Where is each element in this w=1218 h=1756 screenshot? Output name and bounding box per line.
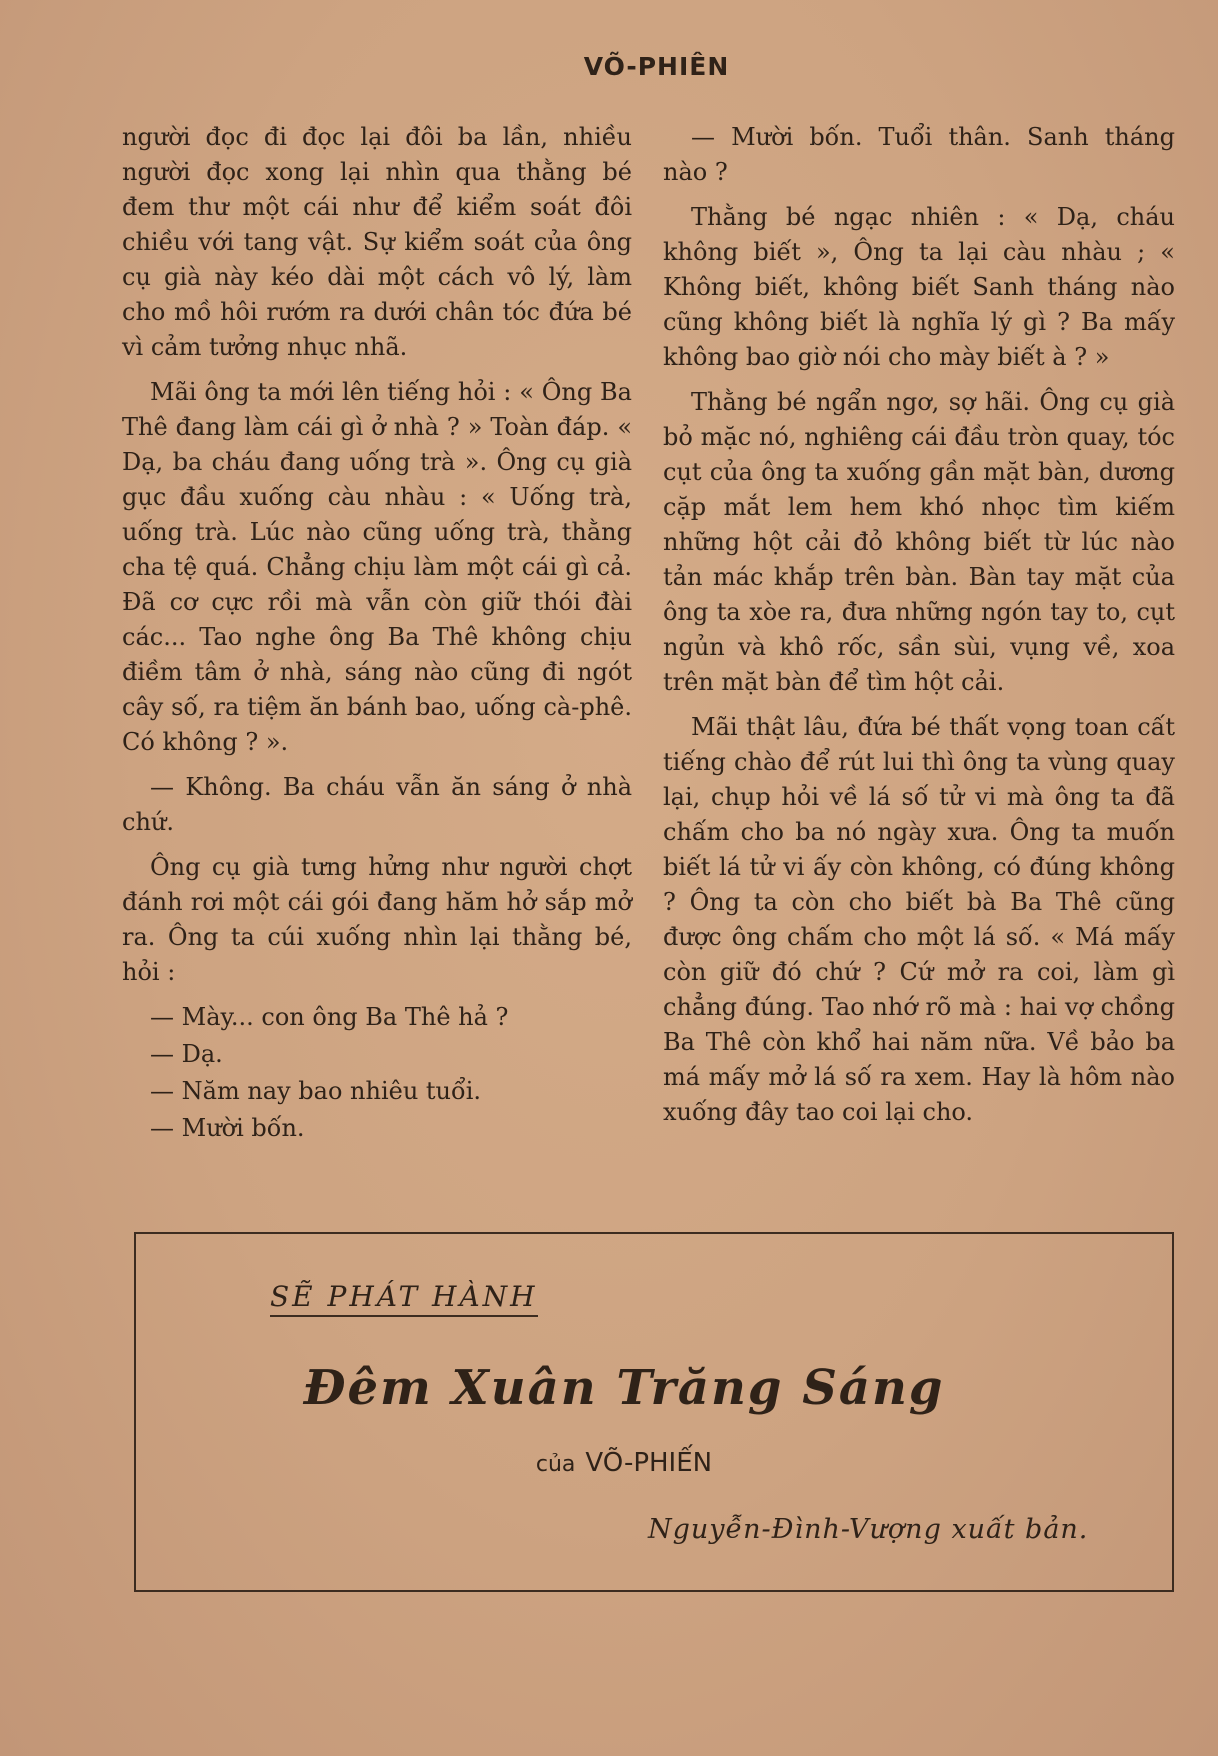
book-title: Đêm Xuân Trăng Sáng — [303, 1360, 945, 1416]
running-header-author: VÕ-PHIÊN — [583, 52, 730, 81]
dialogue-line: — Không. Ba cháu vẫn ăn sáng ở nhà chứ. — [122, 773, 632, 836]
right-text-column — [663, 120, 1175, 1140]
paragraph: người đọc đi đọc lại đôi ba lần, nhiều người đọc xong lại nhìn qua thằng bé đem thư một cái như để kiểm soát đôi chiều với tang vật. Sự kiểm soát của ông cụ già này kéo dài một cách vô lý, làm cho mồ hôi rướm ra dưới chân tóc đứa bé vì cảm tưởng nhục nhã. — [122, 123, 632, 361]
dialogue-line: — Mười bốn. Tuổi thân. Sanh tháng nào ? — [663, 123, 1175, 186]
publisher-line: Nguyễn-Đình-Vượng xuất bản. — [648, 1514, 1089, 1545]
announcement-label: SẼ PHÁT HÀNH — [270, 1280, 538, 1317]
paragraph: Mãi ông ta mới lên tiếng hỏi : « Ông Ba Thê đang làm cái gì ở nhà ? » Toàn đáp. « Dạ, ba cháu đang uống trà ». Ông cụ già gục đầu xuống càu nhàu : « Uống trà, uống trà. Lúc nào cũng uống trà, thằng cha tệ quá. Chẳng chịu làm một cái gì cả. Đã cơ cực rồi mà vẫn còn giữ thói đài các... Tao nghe ông Ba Thê không chịu điềm tâm ở nhà, sáng nào cũng đi ngót cây số, ra tiệm ăn bánh bao, uống cà-phê. Có không ? ». — [122, 378, 632, 756]
paragraph: Ông cụ già tưng hửng như người chợt đánh rơi một cái gói đang hăm hở sắp mở ra. Ông ta cúi xuống nhìn lại thằng bé, hỏi : — [122, 853, 632, 986]
book-author-line — [0, 1448, 1218, 1478]
paragraph: Thằng bé ngẩn ngơ, sợ hãi. Ông cụ già bỏ mặc nó, nghiêng cái đầu tròn quay, tóc cụt của ông ta xuống gần mặt bàn, dương cặp mắt lem hem khó nhọc tìm kiếm những hột cải đỏ không biết từ lúc nào tản mác khắp trên bàn. Bàn tay mặt của ông ta xòe ra, đưa những ngón tay to, cụt ngủn và khô rốc, sần sùi, vụng về, xoa trên mặt bàn để tìm hột cải. — [663, 388, 1175, 696]
dialogue-line: — Dạ. — [150, 1040, 223, 1068]
left-text-column — [122, 120, 632, 1148]
by-label: của — [535, 1452, 576, 1477]
dialogue-line: — Năm nay bao nhiêu tuổi. — [150, 1077, 481, 1105]
dialogue-line: — Mười bốn. — [150, 1114, 305, 1142]
paragraph: Thằng bé ngạc nhiên : « Dạ, cháu không biết », Ông ta lại càu nhàu ; « Không biết, không biết Sanh tháng nào cũng không biết là nghĩa lý gì ? Ba mấy không bao giờ nói cho mày biết à ? » — [663, 203, 1175, 371]
dialogue-line: — Mày... con ông Ba Thê hả ? — [150, 1003, 509, 1031]
book-author: VÕ-PHIẾN — [585, 1448, 713, 1478]
paragraph: Mãi thật lâu, đứa bé thất vọng toan cất tiếng chào để rút lui thì ông ta vùng quay lại, chụp hỏi về lá số tử vi mà ông ta đã chấm cho ba nó ngày xưa. Ông ta muốn biết lá tử vi ấy còn không, có đúng không ? Ông ta còn cho biết bà Ba Thê cũng được ông chấm cho một lá số. « Má mấy còn giữ đó chứ ? Cứ mở ra coi, làm gì chẳng đúng. Tao nhớ rõ mà : hai vợ chồng Ba Thê còn khổ hai năm nữa. Về bảo ba má mấy mở lá số ra xem. Hay là hôm nào xuống đây tao coi lại cho. — [663, 713, 1175, 1126]
